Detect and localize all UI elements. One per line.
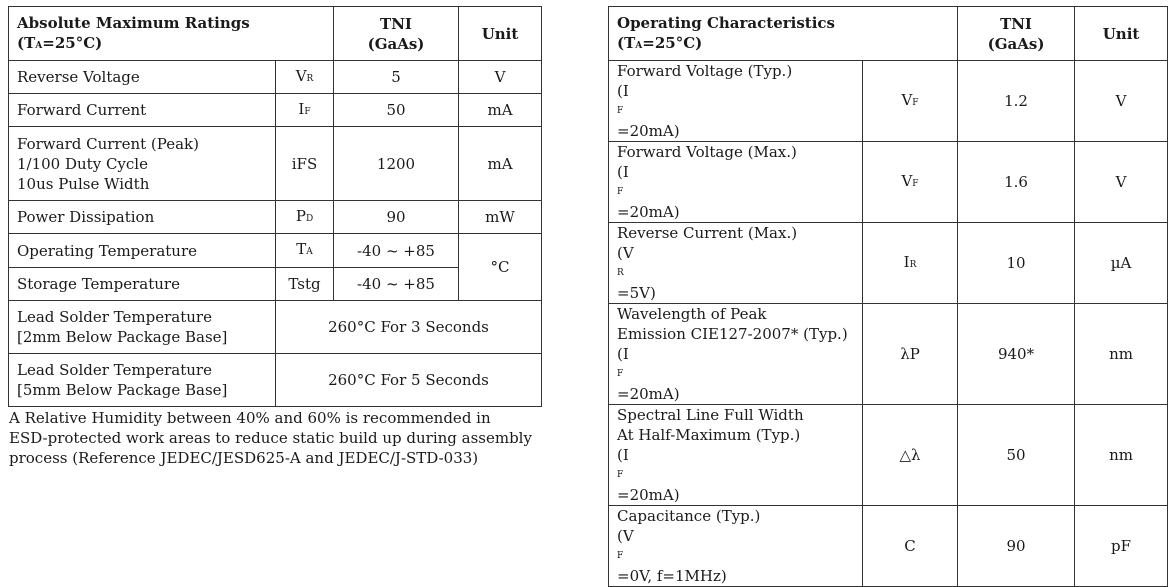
table-row bbox=[609, 304, 1168, 405]
unit-cell: mA bbox=[459, 127, 542, 201]
value-cell: 5 bbox=[334, 61, 459, 94]
param-cell: Reverse Voltage bbox=[9, 61, 276, 94]
unit-cell: mA bbox=[459, 94, 542, 127]
symbol-cell: VF bbox=[863, 142, 958, 223]
param-cell: Storage Temperature bbox=[9, 268, 276, 301]
symbol-cell: IF bbox=[276, 94, 334, 127]
amr-header bbox=[9, 7, 334, 61]
temperature-unit-cell: °C bbox=[459, 234, 542, 301]
unit-cell: nm bbox=[1075, 405, 1168, 506]
param-cell: Lead Solder Temperature [5mm Below Package Base] bbox=[9, 354, 276, 407]
table-row bbox=[9, 354, 542, 407]
param-cell: Forward Voltage (Max.) (I F =20mA) bbox=[609, 142, 863, 223]
param-cell: Capacitance (Typ.) (V F =0V, f=1MHz) bbox=[609, 506, 863, 587]
symbol-cell: TA bbox=[276, 234, 334, 268]
param-cell: Operating Temperature bbox=[9, 234, 276, 268]
oc-unit-header: Unit bbox=[1075, 7, 1168, 61]
oc-header bbox=[609, 7, 958, 61]
table-row bbox=[609, 142, 1168, 223]
value-cell: 90 bbox=[958, 506, 1075, 587]
oc-condition: (TA=25°C) bbox=[617, 34, 703, 52]
symbol-cell: PD bbox=[276, 201, 334, 234]
unit-cell: pF bbox=[1075, 506, 1168, 587]
param-cell: Power Dissipation bbox=[9, 201, 276, 234]
value-cell: 10 bbox=[958, 223, 1075, 304]
unit-cell: µA bbox=[1075, 223, 1168, 304]
table-row bbox=[609, 223, 1168, 304]
value-cell: 940* bbox=[958, 304, 1075, 405]
value-cell: 90 bbox=[334, 201, 459, 234]
amr-tni-header: TNI (GaAs) bbox=[334, 7, 459, 61]
value-cell: 1.6 bbox=[958, 142, 1075, 223]
table-row bbox=[9, 301, 542, 354]
table-row bbox=[9, 61, 542, 94]
symbol-cell: VF bbox=[863, 61, 958, 142]
unit-cell: V bbox=[1075, 61, 1168, 142]
value-cell: 1.2 bbox=[958, 61, 1075, 142]
table-row bbox=[609, 506, 1168, 587]
symbol-cell: C bbox=[863, 506, 958, 587]
param-cell: Wavelength of Peak Emission CIE127-2007* (Typ.) (I F =20mA) bbox=[609, 304, 863, 405]
unit-cell: V bbox=[459, 61, 542, 94]
value-cell: 1200 bbox=[334, 127, 459, 201]
value-cell: 50 bbox=[334, 94, 459, 127]
humidity-note: A Relative Humidity between 40% and 60% is recommended in ESD-protected work areas to reduce static build up during assembly process (Reference JEDEC/JESD625-A and JEDEC/J-STD-033) bbox=[9, 409, 532, 467]
value-cell: 50 bbox=[958, 405, 1075, 506]
symbol-cell: Tstg bbox=[276, 268, 334, 301]
symbol-cell: λP bbox=[863, 304, 958, 405]
oc-tni-header: TNI (GaAs) bbox=[958, 7, 1075, 61]
absolute-maximum-ratings-table bbox=[8, 6, 542, 407]
amr-unit-header: Unit bbox=[459, 7, 542, 61]
symbol-cell: VR bbox=[276, 61, 334, 94]
symbol-cell: IR bbox=[863, 223, 958, 304]
value-cell: 260°C For 3 Seconds bbox=[276, 301, 542, 354]
unit-cell: mW bbox=[459, 201, 542, 234]
value-cell: 260°C For 5 Seconds bbox=[276, 354, 542, 407]
value-cell: -40 ~ +85 bbox=[334, 234, 459, 268]
table-row bbox=[9, 201, 542, 234]
operating-characteristics-table bbox=[608, 6, 1168, 587]
value-cell: -40 ~ +85 bbox=[334, 268, 459, 301]
param-cell: Lead Solder Temperature [2mm Below Package Base] bbox=[9, 301, 276, 354]
oc-title: Operating Characteristics bbox=[617, 14, 836, 32]
param-cell: Forward Current (Peak) 1/100 Duty Cycle 10us Pulse Width bbox=[9, 127, 276, 201]
symbol-cell: △λ bbox=[863, 405, 958, 506]
amr-condition: (TA=25°C) bbox=[17, 34, 103, 52]
param-cell: Spectral Line Full Width At Half-Maximum (Typ.) (I F =20mA) bbox=[609, 405, 863, 506]
table-row bbox=[609, 61, 1168, 142]
param-cell: Reverse Current (Max.) (V R =5V) bbox=[609, 223, 863, 304]
param-cell: Forward Current bbox=[9, 94, 276, 127]
unit-cell: V bbox=[1075, 142, 1168, 223]
table-row bbox=[9, 127, 542, 201]
table-row bbox=[609, 405, 1168, 506]
symbol-cell: iFS bbox=[276, 127, 334, 201]
table-row bbox=[9, 94, 542, 127]
param-cell: Forward Voltage (Typ.) (I F =20mA) bbox=[609, 61, 863, 142]
unit-cell: nm bbox=[1075, 304, 1168, 405]
amr-title: Absolute Maximum Ratings bbox=[17, 14, 250, 32]
table-row bbox=[9, 234, 542, 268]
